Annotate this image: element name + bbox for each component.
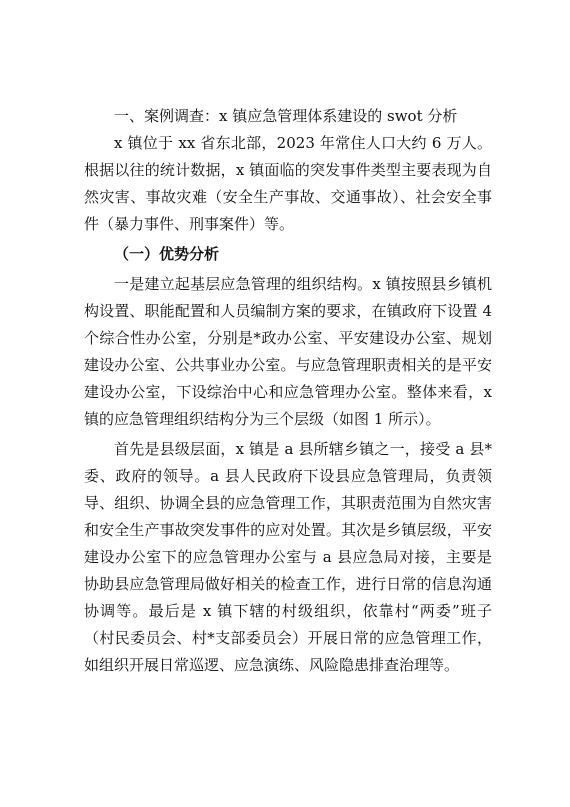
paragraph-overview: x 镇位于 xx 省东北部，2023 年常住人口大约 6 万人。根据以往的统计数据，x 镇面临的突发事件类型主要表现为自然灾害、事故灾难（安全生产事故、交通事故）、社会安全事件（暴力事件、刑事案件）等。 <box>84 134 492 233</box>
paragraph-org-structure: 一是建立起基层应急管理的组织结构。x 镇按照县乡镇机构设置、职能配置和人员编制方案的要求，在镇政府下设置 4 个综合性办公室，分别是*政办公室、平安建设办公室、规划建设办公室、公共事业办公室。与应急管理职责相关的是平安建设办公室，下设综治中心和应急管理办公室。整体来看，x 镇的应急管理组织结构分为三个层级（如图 1 所示）。 <box>84 275 492 428</box>
subheading-strengths: （一）优势分析 <box>114 245 220 263</box>
section-heading: 一、案例调查：x 镇应急管理体系建设的 swot 分析 <box>114 107 458 125</box>
document-body <box>84 103 492 679</box>
paragraph-levels: 首先是县级层面，x 镇是 a 县所辖乡镇之一，接受 a 县*委、政府的领导。a 县人民政府下设县应急管理局，负责领导、组织、协调全县的应急管理工作，其职责范围为自然灾害和安全生产事故突发事件的应对处置。其次是乡镇层级，平安建设办公室下的应急管理办公室与 a 县应急局对接，主要是协助县应急管理局做好相关的检查工作，进行日常的信息沟通协调等。最后是 x 镇下辖的村级组织，依靠村“两委”班子（村民委员会、村*支部委员会）开展日常的应急管理工作，如组织开展日常巡逻、应急演练、风险隐患排查治理等。 <box>84 440 492 674</box>
